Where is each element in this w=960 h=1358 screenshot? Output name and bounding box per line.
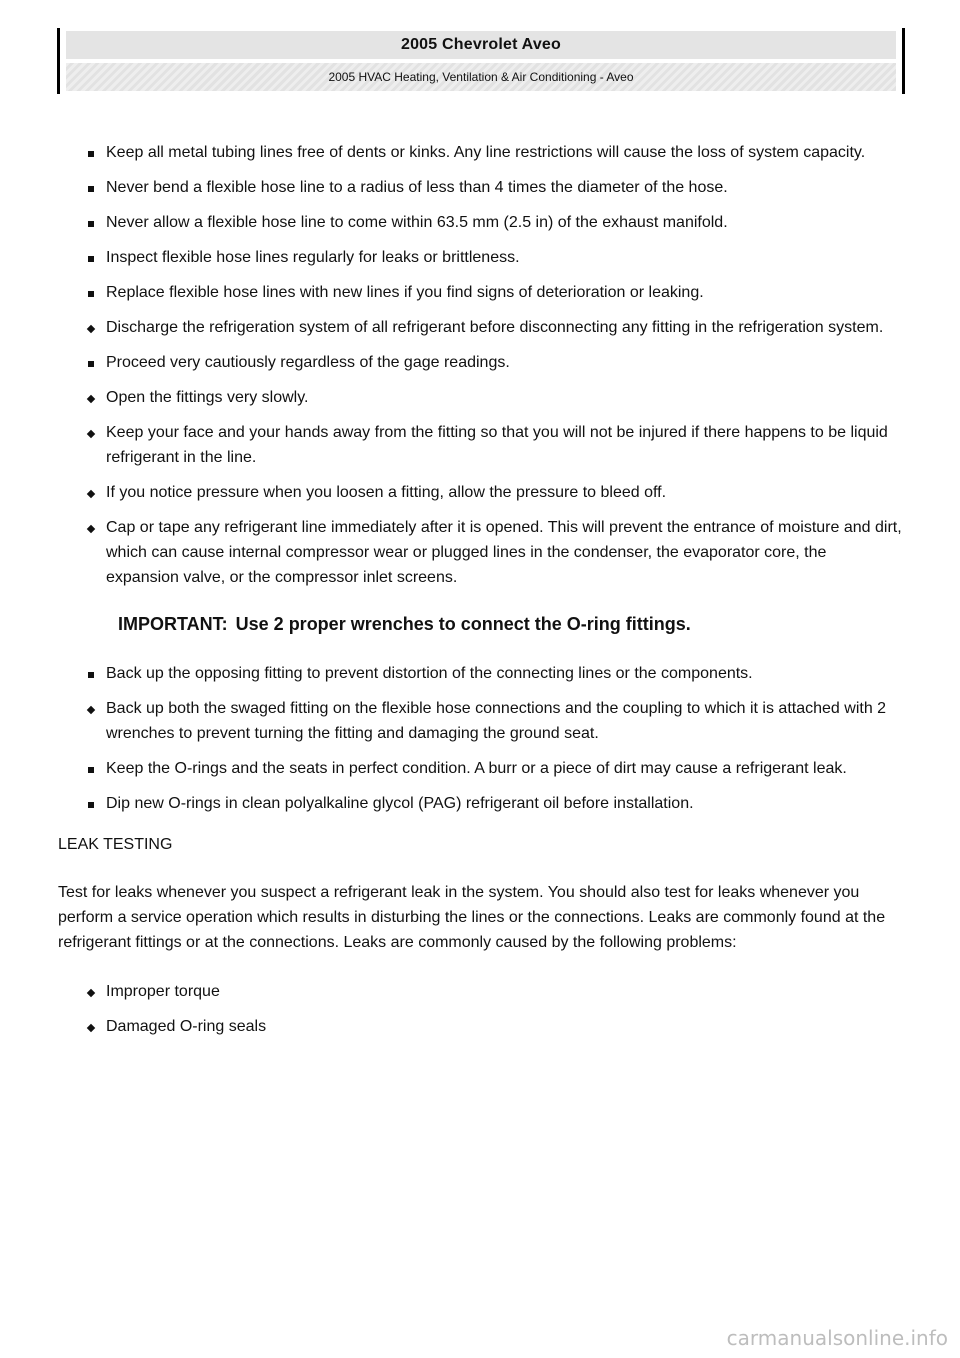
square-bullet-icon bbox=[88, 802, 94, 808]
diamond-bullet-icon bbox=[87, 525, 95, 533]
list-item bbox=[0, 420, 960, 470]
list-item bbox=[0, 696, 960, 746]
leak-causes-list bbox=[0, 979, 960, 1039]
list-item-text: Cap or tape any refrigerant line immediately after it is opened. This will prevent the entrance of moisture and dirt, which can cause internal compressor wear or plugged lines in the condenser, the evaporator core, the expansion valve, or the compressor inlet screens. bbox=[106, 519, 902, 586]
list-item-text: Improper torque bbox=[106, 983, 220, 1000]
fitting-instructions-list bbox=[0, 661, 960, 816]
list-item-text: Damaged O-ring seals bbox=[106, 1018, 267, 1035]
list-item-text: Inspect flexible hose lines regularly for leaks or brittleness. bbox=[106, 249, 520, 266]
list-item bbox=[0, 515, 960, 590]
list-item-text: Back up the opposing fitting to prevent distortion of the connecting lines or the components. bbox=[106, 665, 753, 682]
square-bullet-icon bbox=[88, 672, 94, 678]
diamond-bullet-icon bbox=[87, 395, 95, 403]
diamond-bullet-icon bbox=[87, 325, 95, 333]
header-title: 2005 Chevrolet Aveo bbox=[66, 31, 896, 59]
list-item bbox=[0, 175, 960, 200]
list-item bbox=[0, 1014, 960, 1039]
precautions-list bbox=[0, 140, 960, 590]
section-heading: LEAK TESTING bbox=[58, 836, 173, 853]
diamond-bullet-icon bbox=[87, 706, 95, 714]
list-item bbox=[0, 210, 960, 235]
square-bullet-icon bbox=[88, 221, 94, 227]
diamond-bullet-icon bbox=[87, 989, 95, 997]
section-paragraph: Test for leaks whenever you suspect a refrigerant leak in the system. You should also test for leaks whenever you perform a service operation which results in disturbing the lines or the connections. Leaks are commonly found at the refrigerant fittings or at the connections. Leaks are commonly caused by the following problems: bbox=[58, 884, 886, 951]
square-bullet-icon bbox=[88, 291, 94, 297]
list-item bbox=[0, 385, 960, 410]
square-bullet-icon bbox=[88, 767, 94, 773]
list-item-text: Never bend a flexible hose line to a radius of less than 4 times the diameter of the hose. bbox=[106, 179, 728, 196]
list-item-text: Keep all metal tubing lines free of dents or kinks. Any line restrictions will cause the loss of system capacity. bbox=[106, 144, 866, 161]
diamond-bullet-icon bbox=[87, 430, 95, 438]
list-item-text: Replace flexible hose lines with new lines if you find signs of deterioration or leaking. bbox=[106, 284, 704, 301]
list-item bbox=[0, 280, 960, 305]
list-item-text: Keep the O-rings and the seats in perfect condition. A burr or a piece of dirt may cause a refrigerant leak. bbox=[106, 760, 847, 777]
square-bullet-icon bbox=[88, 361, 94, 367]
list-item-text: Dip new O-rings in clean polyalkaline glycol (PAG) refrigerant oil before installation. bbox=[106, 795, 694, 812]
list-item bbox=[0, 140, 960, 165]
list-item-text: Discharge the refrigeration system of all refrigerant before disconnecting any fitting in the refrigeration system. bbox=[106, 319, 884, 336]
square-bullet-icon bbox=[88, 151, 94, 157]
list-item bbox=[0, 350, 960, 375]
square-bullet-icon bbox=[88, 256, 94, 262]
header-subtitle: 2005 HVAC Heating, Ventilation & Air Conditioning - Aveo bbox=[66, 63, 896, 91]
list-item-text: Keep your face and your hands away from the fitting so that you will not be injured if there happens to be liquid refrigerant in the line. bbox=[106, 424, 888, 466]
diamond-bullet-icon bbox=[87, 490, 95, 498]
square-bullet-icon bbox=[88, 186, 94, 192]
important-label: IMPORTANT: bbox=[118, 614, 228, 634]
watermark: carmanualsonline.info bbox=[726, 1326, 948, 1350]
list-item-text: Open the fittings very slowly. bbox=[106, 389, 309, 406]
list-item-text: Back up both the swaged fitting on the flexible hose connections and the coupling to which it is attached with 2 wrenches to prevent turning the fitting and damaging the ground seat. bbox=[106, 700, 887, 742]
list-item bbox=[0, 979, 960, 1004]
list-item bbox=[0, 756, 960, 781]
list-item-text: If you notice pressure when you loosen a fitting, allow the pressure to bleed off. bbox=[106, 484, 667, 501]
list-item-text: Never allow a flexible hose line to come within 63.5 mm (2.5 in) of the exhaust manifold. bbox=[106, 214, 728, 231]
list-item bbox=[0, 245, 960, 270]
document-header bbox=[57, 28, 905, 94]
important-note bbox=[118, 612, 758, 637]
list-item bbox=[0, 315, 960, 340]
diamond-bullet-icon bbox=[87, 1024, 95, 1032]
list-item-text: Proceed very cautiously regardless of the gage readings. bbox=[106, 354, 510, 371]
document-body bbox=[0, 140, 960, 1049]
list-item bbox=[0, 661, 960, 686]
list-item bbox=[0, 791, 960, 816]
list-item bbox=[0, 480, 960, 505]
important-text: Use 2 proper wrenches to connect the O-ring fittings. bbox=[235, 614, 691, 634]
